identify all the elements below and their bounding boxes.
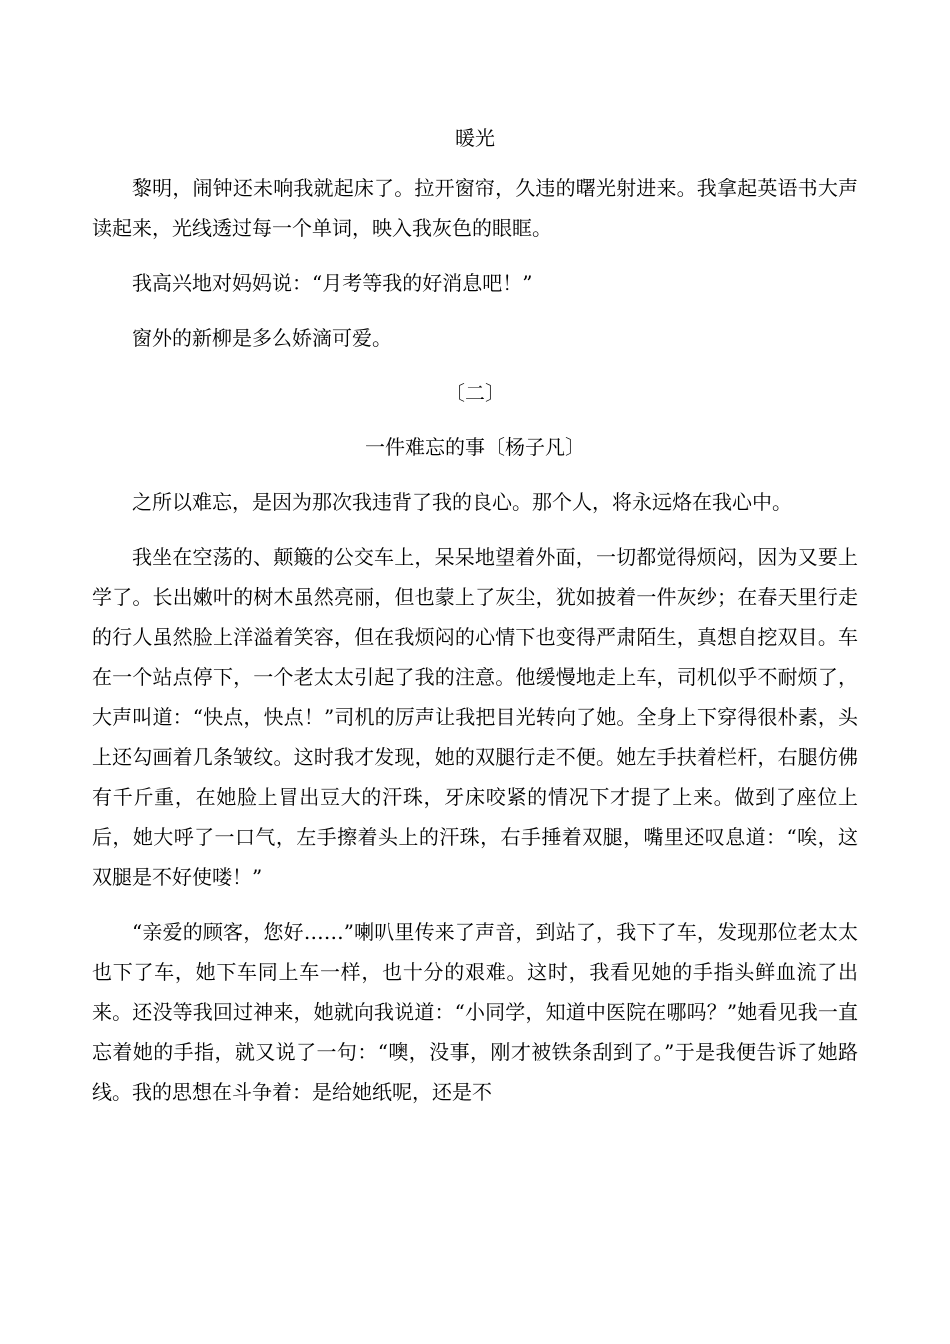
section-label: 〔二〕 <box>445 381 505 405</box>
document-page <box>92 118 858 1127</box>
paragraph-dawn: 黎明，闹钟还未响我就起床了。拉开窗帘，久违的曙光射进来。我拿起英语书大声读起来，光线透过每一个单词，映入我灰色的眼眶。 <box>92 176 858 240</box>
paragraph-arrival: “亲爱的顾客，您好……”喇叭里传来了声音，到站了，我下了车，发现那位老太太也下了车，她下车同上车一样，也十分的艰难。这时，我看见她的手指头鲜血流了出来。还没等我回过神来，她就向我说道：“小同学，知道中医院在哪吗？”她看见我一直忘着她的手指，就又说了一句：“噢，没事，刚才被铁条刮到了。”于是我便告诉了她路线。我的思想在斗争着：是给她纸呢，还是不 <box>92 920 858 1104</box>
paragraph-willow: 窗外的新柳是多么娇滴可爱。 <box>132 326 392 350</box>
paragraph-bus: 我坐在空荡的、颠簸的公交车上，呆呆地望着外面，一切都觉得烦闷，因为又要上学了。长出嫩叶的树木虽然亮丽，但也蒙上了灰尘，犹如披着一件灰纱；在春天里行走的行人虽然脸上洋溢着笑容，但在我烦闷的心情下也变得严肃陌生，真想自挖双目。车在一个站点停下，一个老太太引起了我的注意。他缓慢地走上车，司机似乎不耐烦了，大声叫道：“快点，快点！”司机的厉声让我把目光转向了她。全身上下穿得很朴素，头上还勾画着几条皱纹。这时我才发现，她的双腿行走不便。她左手扶着栏杆，右腿仿佛有千斤重，在她脸上冒出豆大的汗珠，牙床咬紧的情况下才提了上来。做到了座位上后，她大呼了一口气，左手擦着头上的汗珠，右手捶着双腿，嘴里还叹息道：“唉，这双腿是不好使喽！” <box>92 545 858 889</box>
section-title: 一件难忘的事〔杨子凡〕 <box>365 435 585 459</box>
paragraph-mom: 我高兴地对妈妈说：“月考等我的好消息吧！” <box>132 271 533 295</box>
document-title: 暖光 <box>455 126 495 150</box>
paragraph-unforgettable: 之所以难忘，是因为那次我违背了我的良心。那个人，将永远烙在我心中。 <box>132 490 792 514</box>
